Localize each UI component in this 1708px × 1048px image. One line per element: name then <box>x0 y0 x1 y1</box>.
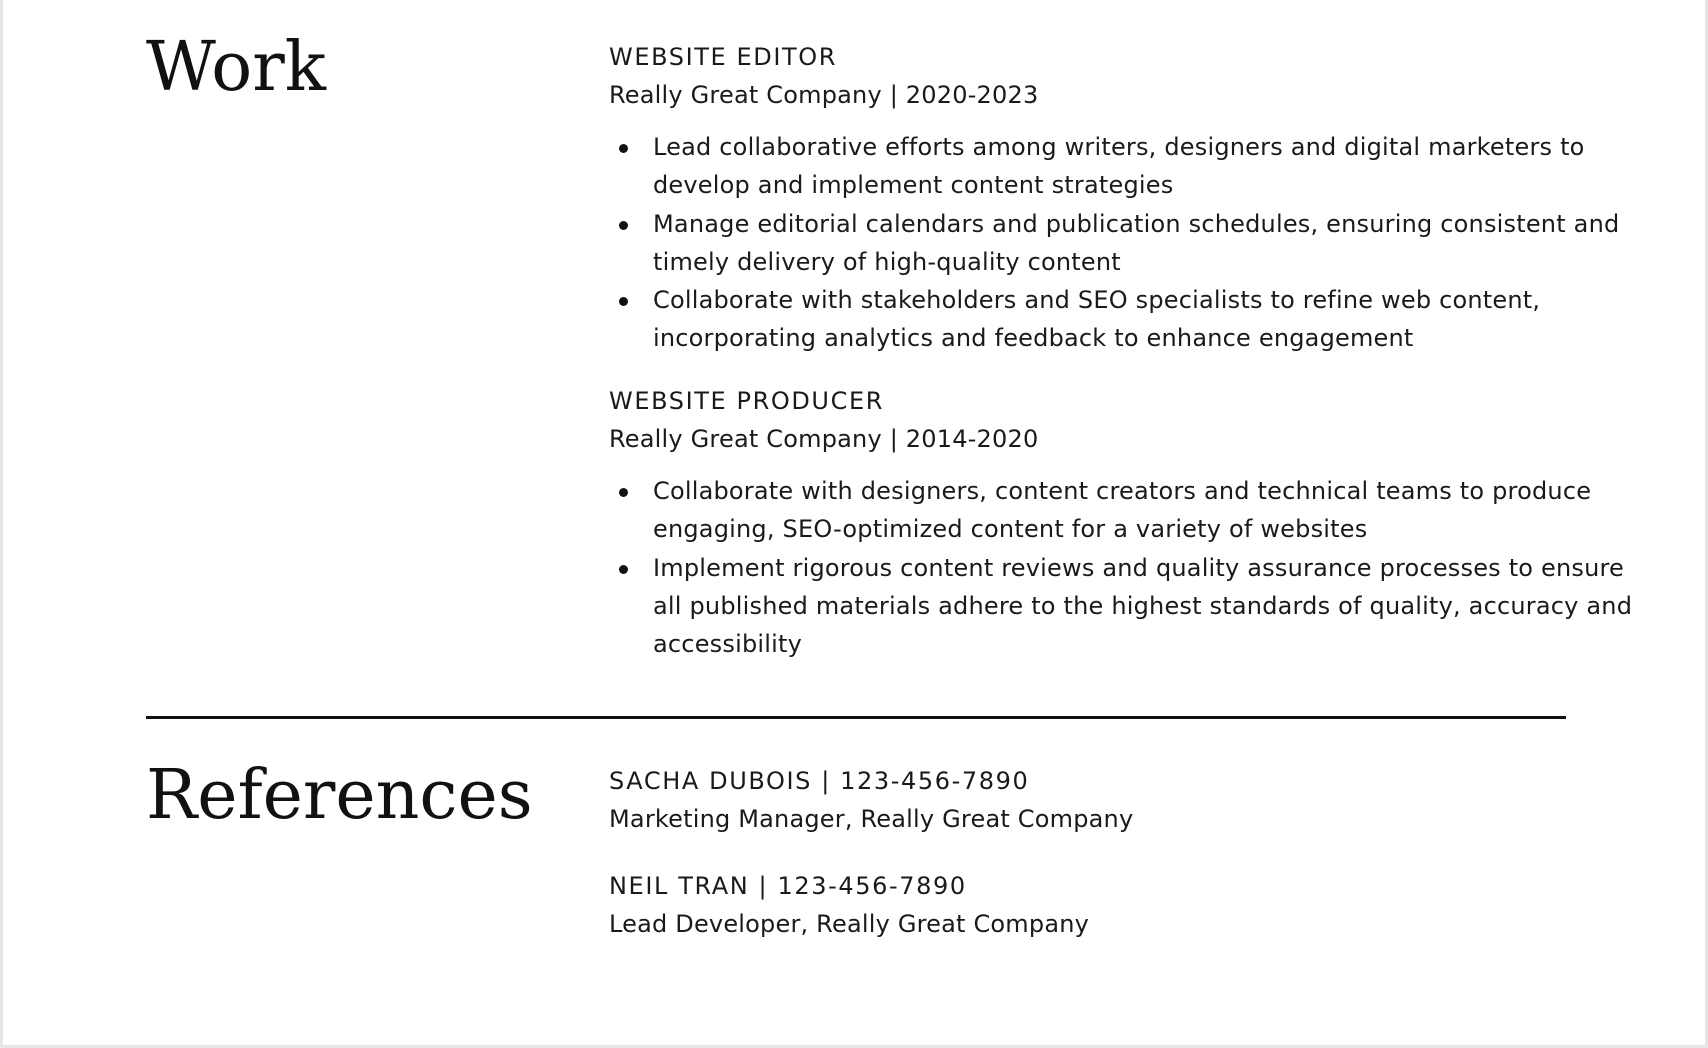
bullet-item <box>609 205 1639 282</box>
bullet-item <box>609 128 1639 205</box>
job-company-dates: Really Great Company | 2014-2020 <box>609 425 1039 453</box>
bullet-text: Implement rigorous content reviews and quality assurance processes to ensure all published materials adhere to the highest standards of quality, accuracy and accessibility <box>653 553 1633 659</box>
bullet-dot-icon <box>619 297 628 306</box>
job-title: WEBSITE EDITOR <box>609 43 838 71</box>
bullet-text: Manage editorial calendars and publication schedules, ensuring consistent and timely delivery of high-quality content <box>653 209 1620 276</box>
bullet-dot-icon <box>619 144 628 153</box>
bullet-text: Collaborate with designers, content creators and technical teams to produce engaging, SEO-optimized content for a variety of websites <box>653 477 1592 544</box>
job-company-dates: Really Great Company | 2020-2023 <box>609 81 1039 109</box>
reference-entry <box>609 762 1639 838</box>
section-divider <box>146 716 1566 719</box>
job-entry <box>609 382 1639 663</box>
references-heading: References <box>146 756 533 835</box>
bullet-dot-icon <box>619 565 628 574</box>
reference-role: Marketing Manager, Really Great Company <box>609 805 1134 833</box>
bullet-dot-icon <box>619 221 628 230</box>
reference-name-phone: NEIL TRAN | 123-456-7890 <box>609 872 967 900</box>
bullet-text: Collaborate with stakeholders and SEO specialists to refine web content, incorporating analytics and feedback to enhance engagement <box>653 286 1541 353</box>
bullet-dot-icon <box>619 488 628 497</box>
job-entry <box>609 38 1639 358</box>
reference-entry <box>609 867 1639 943</box>
reference-role: Lead Developer, Really Great Company <box>609 910 1090 938</box>
resume-page <box>3 0 1705 1045</box>
bullet-item <box>609 281 1639 358</box>
bullet-text: Lead collaborative efforts among writers, designers and digital marketers to develop and implement content strategies <box>653 133 1585 200</box>
bullet-item <box>609 549 1639 664</box>
reference-name-phone: SACHA DUBOIS | 123-456-7890 <box>609 767 1030 795</box>
bullet-item <box>609 472 1639 549</box>
job-bullets <box>609 472 1639 663</box>
job-bullets <box>609 128 1639 358</box>
job-title: WEBSITE PRODUCER <box>609 387 884 415</box>
work-heading: Work <box>146 28 326 107</box>
